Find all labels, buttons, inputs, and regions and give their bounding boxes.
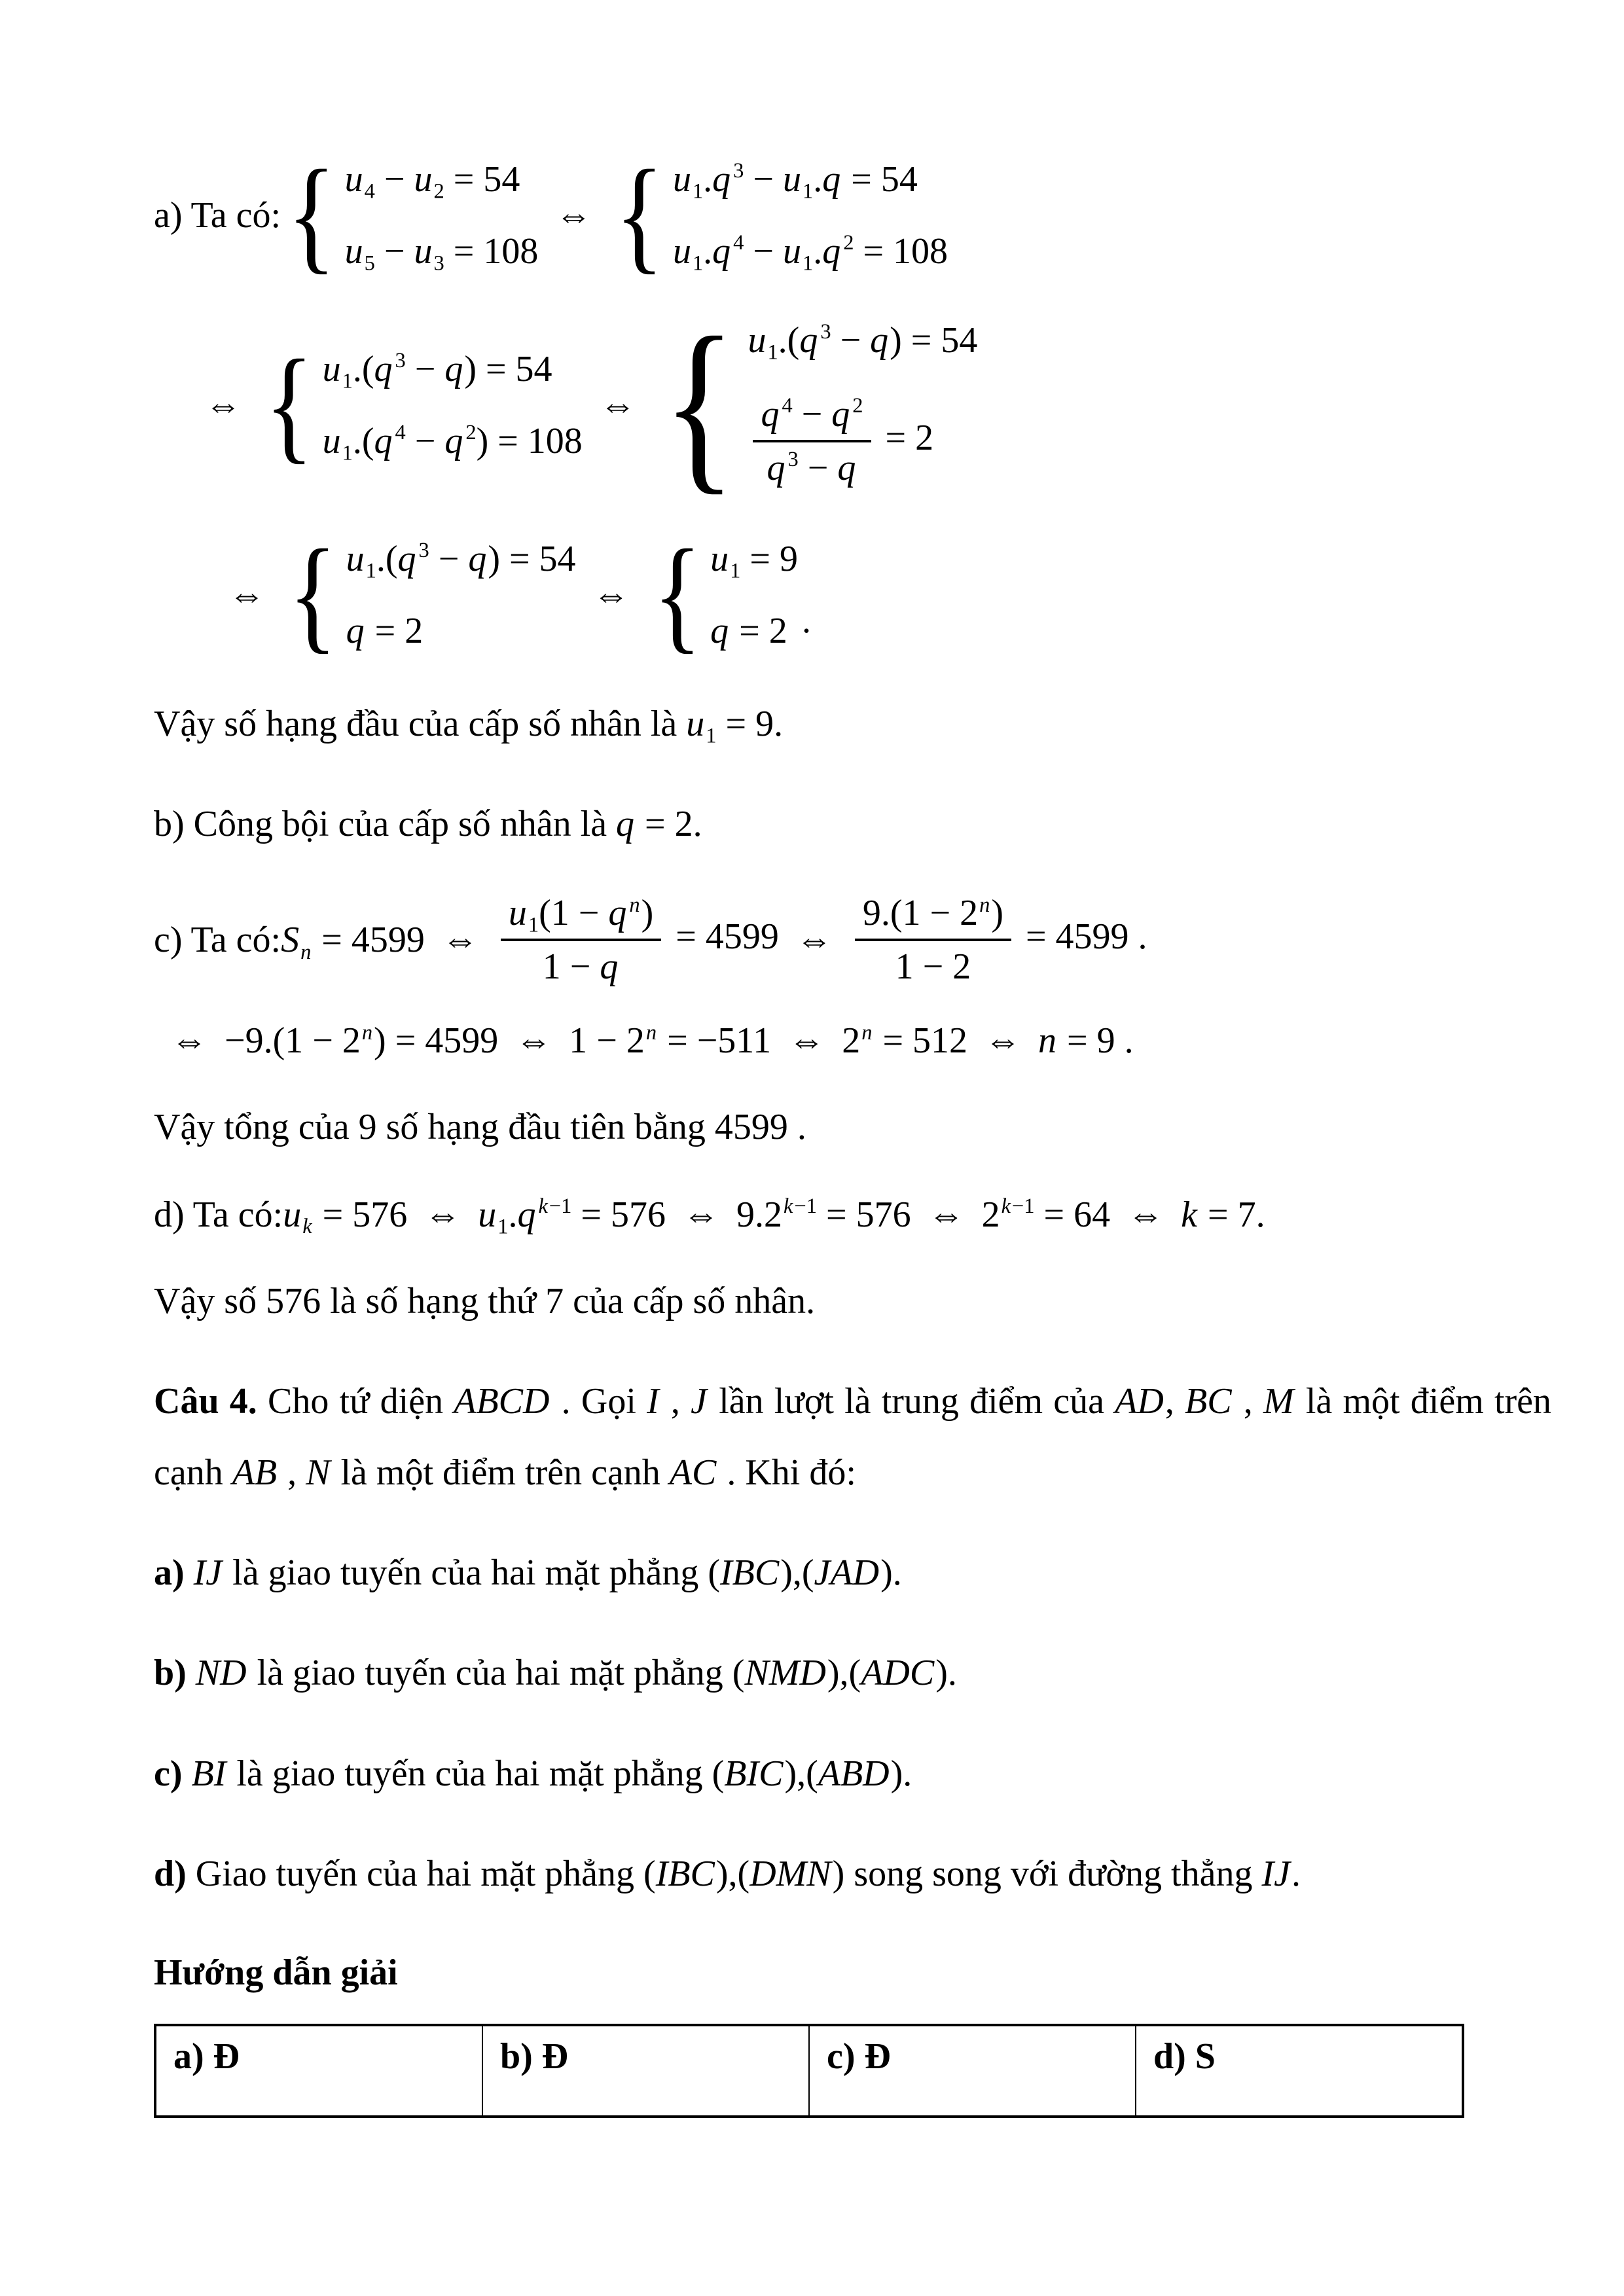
system-equation: $u_1.(q$ $^4$ − q $^2$) = 108 [322, 420, 583, 465]
subscript: 1 [497, 1214, 509, 1238]
text-run [185, 1552, 194, 1593]
subscript: 4 [364, 179, 375, 203]
system-equation: q = 2 [710, 610, 787, 651]
system-equation: $u_1.(q$ $^3$ − q) = 54 [322, 348, 552, 393]
system-brace: { [288, 524, 338, 665]
system-equation: $u_1.q$ $^4 - u_1.q$ $^2$ = 108 [672, 230, 948, 275]
system-rows [672, 158, 948, 275]
system-equation: q = 2 [346, 610, 424, 651]
bold-label: Hướng dẫn giải [154, 1952, 398, 1993]
question-4-item-a [154, 1537, 1551, 1609]
math-expression: $-9.(1 - 2^n) = 4599$ [225, 1020, 499, 1062]
math-expression: I , J [647, 1380, 707, 1422]
subscript: 1 [803, 179, 814, 203]
equation-system [647, 524, 798, 665]
text-run: . [802, 600, 811, 641]
math-expression: $S_n = 4599$ [281, 920, 425, 964]
math-expression: $2^{k-1} = 64$ [981, 1194, 1111, 1235]
text-run: là giao tuyến của hai mặt phẳng [223, 1552, 708, 1594]
solution-c-conclusion [154, 1092, 1551, 1163]
text-run: lần lượt là trung điểm của [708, 1380, 1115, 1422]
text-run: . [903, 1753, 912, 1794]
answer-cell-b: b) Đ [482, 2026, 808, 2115]
superscript: 3 [395, 349, 406, 373]
system-equation: $u_1 = 9$ [710, 538, 798, 583]
text-run: , [1233, 1380, 1264, 1422]
math-expression: N [306, 1452, 331, 1493]
text-run [187, 1653, 196, 1693]
text-run: là giao tuyến của hai mặt phẳng [227, 1753, 712, 1794]
answer-cell-d: d) S [1135, 2026, 1462, 2115]
text-run: . [892, 1552, 902, 1594]
fraction-numerator: $9.(1 - 2^n)$ [855, 890, 1011, 941]
superscript: 2 [843, 231, 854, 255]
math-expression: $\frac{9.(1 - 2^n)}{1 - 2}$ = 4599 . [850, 890, 1147, 990]
answer-table [154, 2024, 1464, 2118]
fraction-denominator: q $^3$ − q [767, 447, 856, 488]
equation-system [653, 298, 978, 511]
superscript: n [645, 1021, 657, 1045]
answer-cell-a: a) Đ [173, 2036, 240, 2077]
superscript: n [861, 1021, 873, 1045]
text-run: song song với đường thẳng [844, 1853, 1262, 1894]
text-run: . [1291, 1853, 1301, 1894]
subscript: 1 [706, 724, 717, 748]
system-equation: $\frac{q ^4 - q ^2}{q ^3 - q}$ = 2 [748, 391, 933, 491]
math-expression: k = 7. [1181, 1194, 1265, 1235]
system-equation: $u_5 - u_3 = 108$ [344, 230, 539, 275]
math-expression: q = 2. [616, 804, 702, 845]
math-expression: AD, BC [1115, 1380, 1232, 1422]
math-expression: $9.2^{k-1} = 576$ [736, 1194, 911, 1235]
fraction-numerator: q $^4$ − q $^2$ [753, 391, 871, 442]
bold-label: b) [154, 1653, 187, 1694]
math-expression: 4599 . [714, 1107, 806, 1148]
bold-label: a) [154, 1552, 185, 1594]
superscript: 3 [733, 159, 744, 183]
superscript: 4 [395, 421, 406, 445]
subscript: 1 [342, 440, 353, 465]
system-equation: $u_1.(q$ $^3$ − q) = 54 [346, 538, 576, 583]
equivalence-arrow: ⇔ [228, 574, 265, 615]
text-run: Vậy tổng của 9 số hạng đầu tiên bằng [154, 1107, 715, 1148]
math-expression: (NMD),(ADC) [732, 1653, 948, 1694]
math-expression: IJ [1261, 1853, 1290, 1894]
system-equation: $u_4 - u_2 = 54$ [344, 158, 520, 203]
superscript: 2 [465, 421, 477, 445]
math-expression: AB [232, 1452, 278, 1493]
subscript: 1 [767, 340, 778, 364]
solution-a-step-1 [154, 144, 1551, 285]
fraction [753, 391, 871, 491]
superscript: n [979, 893, 990, 918]
text-run: là một điểm trên cạnh [154, 1380, 1552, 1493]
math-expression: (IBC),(DMN) [643, 1853, 845, 1894]
answer-cell-c: c) Đ [808, 2026, 1135, 2115]
system-brace: { [662, 298, 736, 511]
solution-d-step [154, 1194, 1551, 1236]
subscript: 3 [433, 251, 444, 275]
equivalence-arrow: ⇔ [515, 1020, 552, 1062]
superscript: n [629, 893, 640, 918]
solution-c-step-2 [154, 1020, 1551, 1062]
superscript: 4 [782, 394, 793, 418]
fraction [855, 890, 1011, 990]
subscript: 2 [433, 179, 444, 203]
math-expression: $u_k = 576$ [283, 1194, 408, 1238]
equivalence-arrow: ⇔ [171, 1020, 208, 1062]
equivalence-arrow: ⇔ [984, 1020, 1022, 1062]
subscript: 1 [342, 368, 353, 393]
math-expression: (BIC),(ABD) [712, 1753, 903, 1794]
system-brace: { [264, 334, 314, 475]
solution-a-conclusion [154, 689, 1551, 760]
superscript: 2 [852, 394, 863, 418]
question-4-item-b [154, 1638, 1551, 1709]
system-brace: { [287, 144, 336, 285]
system-rows [322, 348, 583, 465]
math-expression: M [1263, 1380, 1294, 1422]
math-expression: ND [195, 1653, 247, 1694]
fraction-denominator: 1 − 2 [895, 946, 971, 988]
equivalence-arrow: ⇔ [592, 574, 630, 615]
fraction [501, 890, 661, 990]
subscript: n [300, 940, 312, 964]
subscript: 1 [803, 251, 814, 275]
bold-label: Câu 4. [154, 1380, 257, 1422]
equivalence-arrow: ⇔ [441, 920, 478, 961]
text-run: . Khi đó: [717, 1452, 856, 1493]
text-run: . Gọi [550, 1380, 647, 1422]
math-expression: $1 - 2^n = -511$ [569, 1020, 772, 1062]
solution-a-step-2 [154, 298, 1551, 511]
subscript: 1 [365, 558, 376, 583]
system-brace: { [615, 144, 664, 285]
text-run: Vậy số hạng đầu của cấp số nhân là [154, 704, 687, 744]
solution-d-conclusion [154, 1266, 1551, 1337]
subscript: 1 [692, 179, 704, 203]
equivalence-arrow: ⇔ [424, 1194, 461, 1235]
system-rows [346, 538, 576, 652]
fraction-numerator: $u_1(1 - q$ $^n$) [501, 890, 661, 941]
equation-system [259, 334, 583, 475]
math-expression: $u_1 = 9$. [686, 704, 784, 748]
math-expression: $u_1.q$ $^{k-1}$ = 576 [478, 1194, 666, 1238]
fraction-denominator: 1 − q [542, 946, 619, 988]
equivalence-arrow: ⇔ [788, 1020, 825, 1062]
text-run: là số hạng thứ 7 của cấp số nhân. [321, 1280, 816, 1321]
system-equation: $u_1.q$ $^3 - u_1.q = 54$ [672, 158, 918, 203]
math-expression: $2^n = 512$ [842, 1020, 968, 1062]
text-run: . [947, 1653, 957, 1694]
text-run: Cho tứ diện [257, 1380, 454, 1422]
solution-a-step-3 [154, 524, 1551, 665]
subscript: 5 [364, 251, 375, 275]
math-expression: AC [669, 1452, 717, 1493]
math-expression: IJ [193, 1552, 223, 1594]
bold-label: c) [154, 1753, 183, 1794]
text-run: là một điểm trên cạnh [331, 1452, 670, 1493]
equation-system [281, 144, 539, 285]
subscript: 1 [730, 558, 741, 583]
superscript: 3 [820, 320, 831, 344]
superscript: k−1 [538, 1194, 572, 1219]
math-expression: (IBC),(JAD) [708, 1552, 893, 1594]
text-run: b) Công bội của cấp số nhân là [154, 804, 617, 845]
system-rows [748, 319, 977, 491]
system-brace: { [652, 524, 702, 665]
question-4-statement [154, 1366, 1551, 1509]
question-4-item-d [154, 1839, 1551, 1910]
superscript: 3 [787, 448, 799, 472]
math-expression: BI [191, 1753, 226, 1794]
equivalence-arrow: ⇔ [683, 1194, 720, 1235]
system-rows [710, 538, 798, 652]
superscript: 3 [418, 539, 429, 563]
solution-c-step-1 [154, 890, 1551, 990]
system-equation: $u_1.(q$ $^3$ − q) = 54 [748, 319, 978, 364]
bold-label: d) [154, 1853, 187, 1894]
superscript: k−1 [1001, 1194, 1035, 1219]
subscript: k [302, 1214, 312, 1238]
equivalence-arrow: ⇔ [795, 920, 833, 961]
subscript: 1 [692, 251, 704, 275]
text-run: Vậy số [154, 1280, 266, 1321]
text-run: , [278, 1452, 306, 1493]
text-run: Giao tuyến của hai mặt phẳng [186, 1853, 644, 1894]
subscript: 1 [528, 913, 539, 937]
math-expression: 576 [266, 1280, 321, 1321]
equation-system [282, 524, 576, 665]
math-expression: n = 9 . [1038, 1020, 1134, 1062]
equivalence-arrow: ⇔ [599, 384, 636, 425]
equation-system [609, 144, 948, 285]
equivalence-arrow: ⇔ [205, 384, 242, 425]
superscript: n [361, 1021, 373, 1045]
equivalence-arrow: ⇔ [1127, 1194, 1164, 1235]
text-run: c) Ta có: [154, 920, 281, 961]
question-4-item-c [154, 1738, 1551, 1810]
math-expression: ABCD [454, 1380, 550, 1422]
superscript: 4 [733, 231, 744, 255]
document-body [154, 144, 1552, 1994]
equivalence-arrow: ⇔ [928, 1194, 965, 1235]
system-rows [344, 158, 539, 275]
solution-b-conclusion [154, 789, 1551, 860]
text-run: a) Ta có: [154, 194, 281, 236]
text-run: d) Ta có: [154, 1194, 283, 1235]
text-run: là giao tuyến của hai mặt phẳng [247, 1653, 732, 1694]
equivalence-arrow: ⇔ [555, 194, 592, 236]
document-content [154, 121, 1551, 2118]
text-run [183, 1753, 192, 1794]
superscript: k−1 [784, 1194, 817, 1219]
math-expression: $\frac{u_1(1 - q ^n)}{1 - q}$ = 4599 [496, 890, 779, 990]
answer-guide-heading [154, 1952, 1551, 1994]
